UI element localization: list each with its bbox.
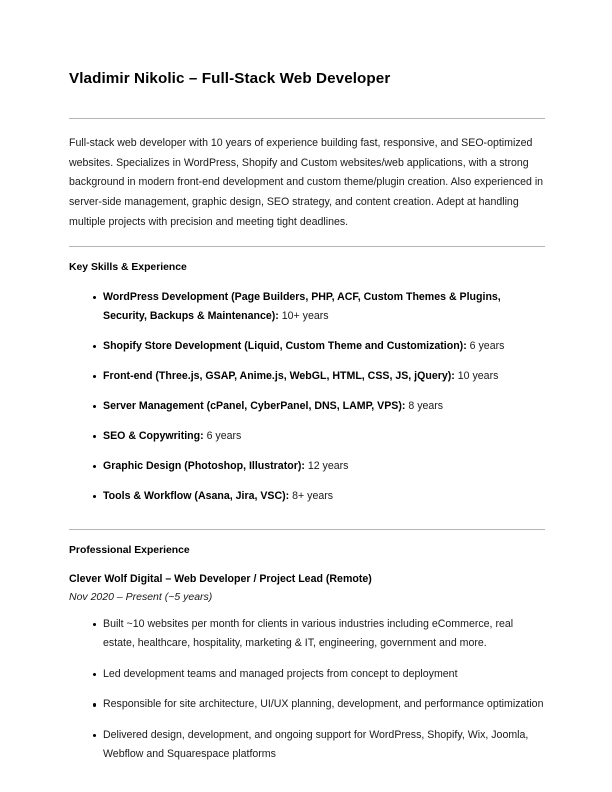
skill-name: Graphic Design (Photoshop, Illustrator): xyxy=(103,459,305,472)
job-title: Clever Wolf Digital – Web Developer / Project Lead (Remote) xyxy=(69,573,372,586)
skill-duration: 10+ years xyxy=(278,310,329,323)
skill-duration: 10 years xyxy=(454,369,499,382)
job-dates: Nov 2020 – Present (~5 years) xyxy=(69,590,213,603)
list-item xyxy=(69,487,545,506)
list-item: Responsible for site architecture, UI/UX planning, development, and performance optimization xyxy=(69,695,545,714)
list-item xyxy=(69,288,545,327)
section-heading-key-skills: Key Skills & Experience xyxy=(69,262,187,274)
skill-name: Tools & Workflow (Asana, Jira, VSC): xyxy=(103,489,290,502)
list-item xyxy=(69,427,545,446)
skill-name: Front-end (Three.js, GSAP, Anime.js, WebGL, HTML, CSS, JS, jQuery): xyxy=(103,369,455,382)
list-item xyxy=(69,337,545,356)
skill-duration: 12 years xyxy=(304,459,349,472)
job-entry xyxy=(69,557,545,764)
section-heading-professional-experience: Professional Experience xyxy=(69,544,190,556)
document-body xyxy=(69,0,545,764)
list-item xyxy=(69,397,545,416)
list-item: Built ~10 websites per month for clients in various industries including eCommerce, real estate, healthcare, hospitality, marketing & IT, engineering, government and more. xyxy=(69,615,545,654)
skill-name: Server Management (cPanel, CyberPanel, DNS, LAMP, VPS): xyxy=(103,399,406,412)
list-item xyxy=(69,457,545,476)
page-title: Vladimir Nikolic – Full-Stack Web Developer xyxy=(69,70,391,87)
professional-summary: Full-stack web developer with 10 years of experience building fast, responsive, and SEO-optimized websites. Specializes in WordPress, Shopify and Custom websites/web applications, with a strong background in modern front-end development and custom theme/plugin creation. Also experienced in server-side management, graphic design, SEO strategy, and content creation. Adept at handling multiple projects with precision and meeting tight deadlines. xyxy=(69,137,544,228)
skill-duration: 6 years xyxy=(203,429,242,442)
job-duties-list xyxy=(69,604,545,764)
list-item xyxy=(69,367,545,386)
skill-name: Shopify Store Development (Liquid, Custom Theme and Customization): xyxy=(103,340,467,353)
skill-duration: 6 years xyxy=(466,340,505,353)
skills-list xyxy=(69,275,545,506)
skill-duration: 8 years xyxy=(405,399,444,412)
skill-name: WordPress Development (Page Builders, PHP, ACF, Custom Themes & Plugins, Security, Backups & Maintenance): xyxy=(103,290,501,323)
skill-name: SEO & Copywriting: xyxy=(103,429,204,442)
list-item: Delivered design, development, and ongoing support for WordPress, Shopify, Wix, Joomla, Webflow and Squarespace platforms xyxy=(69,726,545,765)
skill-duration: 8+ years xyxy=(289,489,334,502)
list-item: Led development teams and managed projects from concept to deployment xyxy=(69,665,545,684)
